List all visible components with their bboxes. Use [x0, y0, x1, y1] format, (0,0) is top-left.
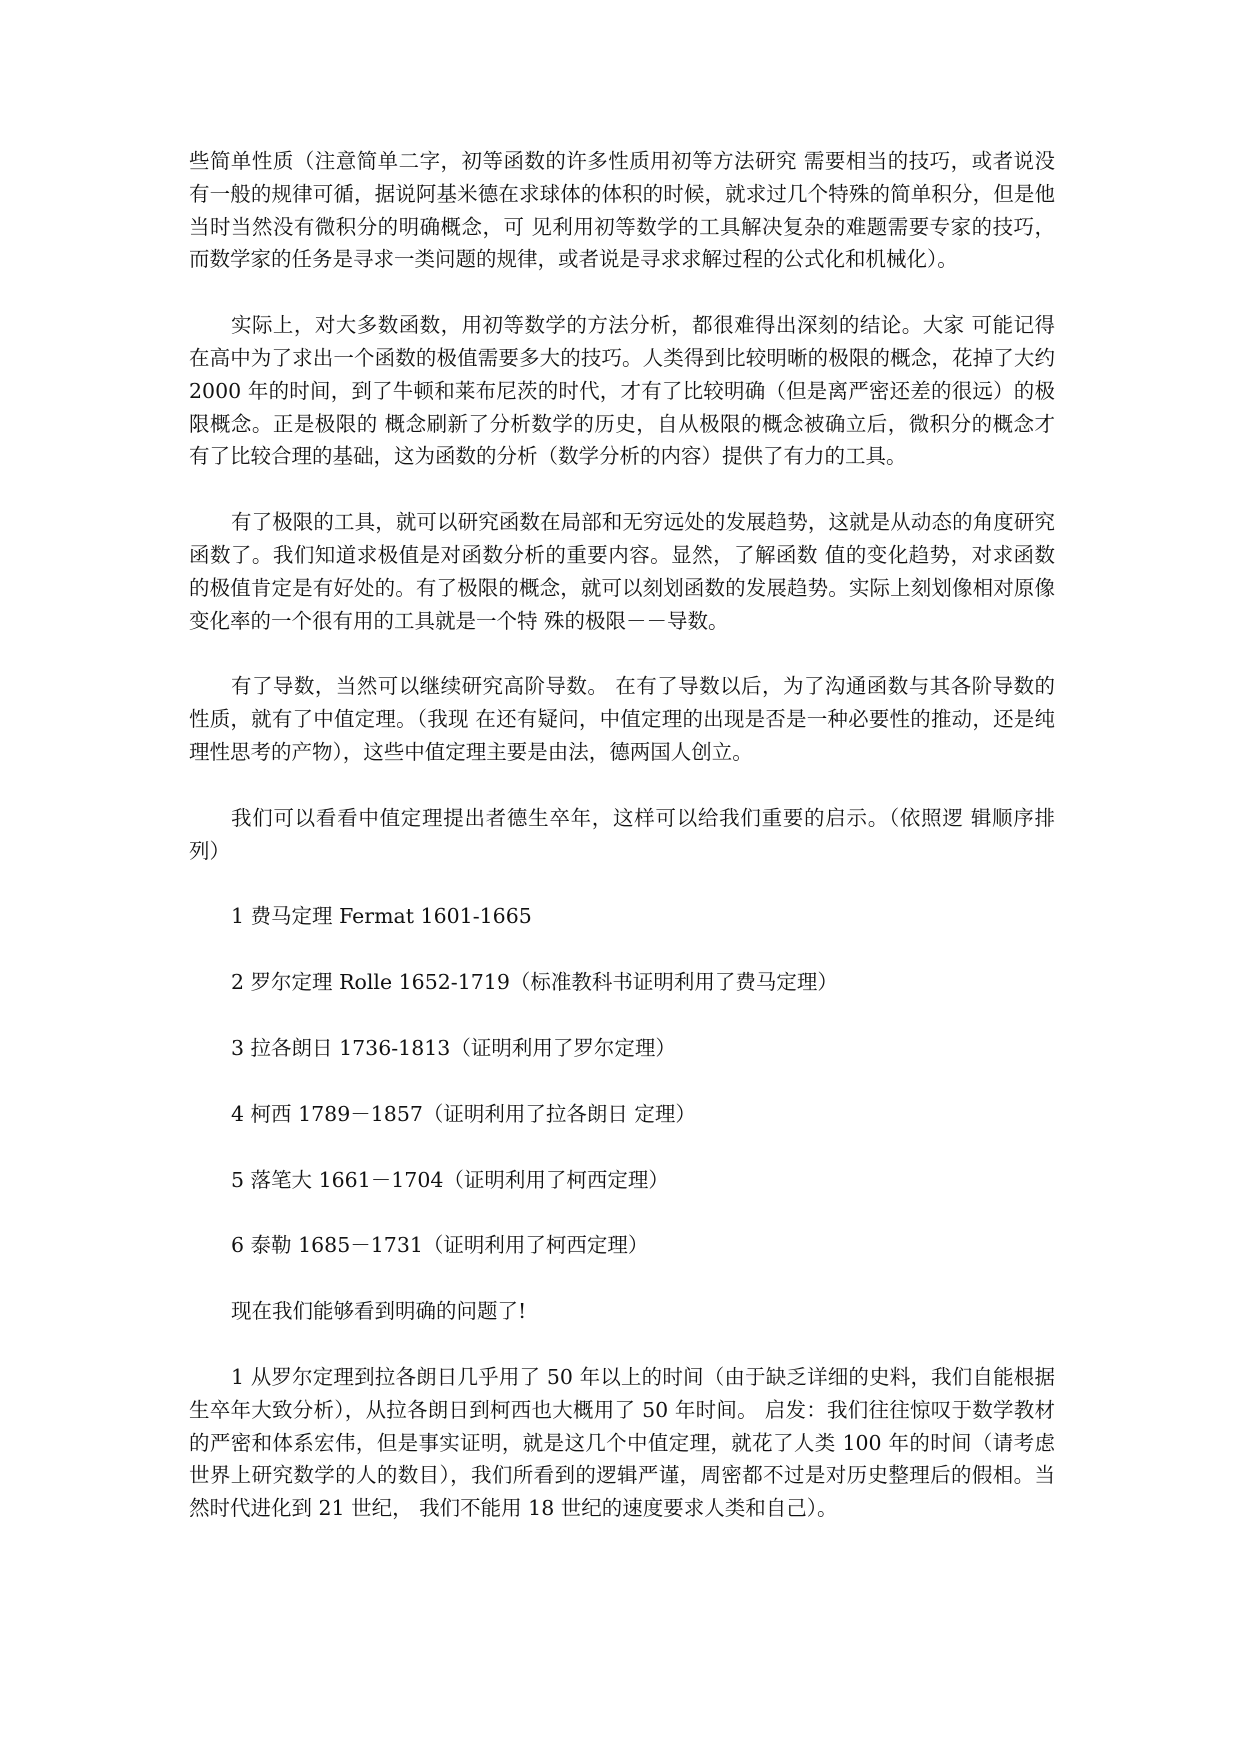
paragraph-conclusion: 1 从罗尔定理到拉各朗日几乎用了 50 年以上的时间（由于缺乏详细的史料，我们自能根据生卒年大致分析），从拉各朗日到柯西也大概用了 50 年时间。 启发：我们往往惊叹于数学教材的严密和体系宏伟，但是事实证明，就是这几个中值定理，就花了人类 100 年的时间（请考虑世界上研究数学的人的数目），我们所看到的逻辑严谨，周密都不过是对历史整理后的假相。当然时代进化到 21 世纪， 我们不能用 18 世纪的速度要求人类和自己）。 [189, 1364, 1055, 1521]
theorem-item-taylor: 6 泰勒 1685－1731（证明利用了柯西定理） [231, 1233, 649, 1258]
theorem-item-lagrange: 3 拉各朗日 1736-1813（证明利用了罗尔定理） [231, 1035, 676, 1060]
theorem-item-rolle: 2 罗尔定理 Rolle 1652-1719（标准教科书证明利用了费马定理） [231, 970, 838, 995]
paragraph-question: 现在我们能够看到明确的问题了! [231, 1299, 527, 1324]
theorem-item-fermat: 1 费马定理 Fermat 1601-1665 [231, 904, 532, 929]
paragraph-limits: 实际上，对大多数函数，用初等数学的方法分析，都很难得出深刻的结论。大家 可能记得在高中为了求出一个函数的极值需要多大的技巧。人类得到比较明晰的极限的概念，花掉了大约 2000 年的时间，到了牛顿和莱布尼茨的时代，才有了比较明确（但是离严密还差的很远）的极限概念。正是极限的 概念刷新了分析数学的历史，自从极限的概念被确立后，微积分的概念才有了比较合理的基础，这为函数的分析（数学分析的内容）提供了有力的工具。 [189, 313, 1055, 469]
theorem-item-lhopital: 5 落笔大 1661－1704（证明利用了柯西定理） [231, 1167, 669, 1192]
paragraph-timeline-intro: 我们可以看看中值定理提出者德生卒年，这样可以给我们重要的启示。（依照逻 辑顺序排列） [189, 805, 1055, 863]
theorem-item-cauchy: 4 柯西 1789－1857（证明利用了拉各朗日 定理） [231, 1101, 696, 1126]
paragraph-mean-value: 有了导数，当然可以继续研究高阶导数。 在有了导数以后，为了沟通函数与其各阶导数的性质，就有了中值定理。（我现 在还有疑问，中值定理的出现是否是一种必要性的推动，还是纯理性思考的产物），这些中值定理主要是由法，德两国人创立。 [189, 674, 1055, 764]
theorem-list [189, 900, 1055, 1262]
document-body [189, 145, 1055, 1558]
paragraph-derivative: 有了极限的工具，就可以研究函数在局部和无穷远处的发展趋势，这就是从动态的角度研究函数了。我们知道求极值是对函数分析的重要内容。显然，了解函数 值的变化趋势，对求函数的极值肯定是有好处的。有了极限的概念，就可以刻划函数的发展趋势。实际上刻划像相对原像变化率的一个很有用的工具就是一个特 殊的极限－－导数。 [189, 510, 1055, 633]
paragraph-intro-continuation: 些简单性质（注意简单二字，初等函数的许多性质用初等方法研究 需要相当的技巧，或者说没有一般的规律可循，据说阿基米德在求球体的体积的时候，就求过几个特殊的简单积分，但是他当时当然没有微积分的明确概念，可 见利用初等数学的工具解决复杂的难题需要专家的技巧，而数学家的任务是寻求一类问题的规律，或者说是寻求求解过程的公式化和机械化）。 [189, 149, 1055, 272]
